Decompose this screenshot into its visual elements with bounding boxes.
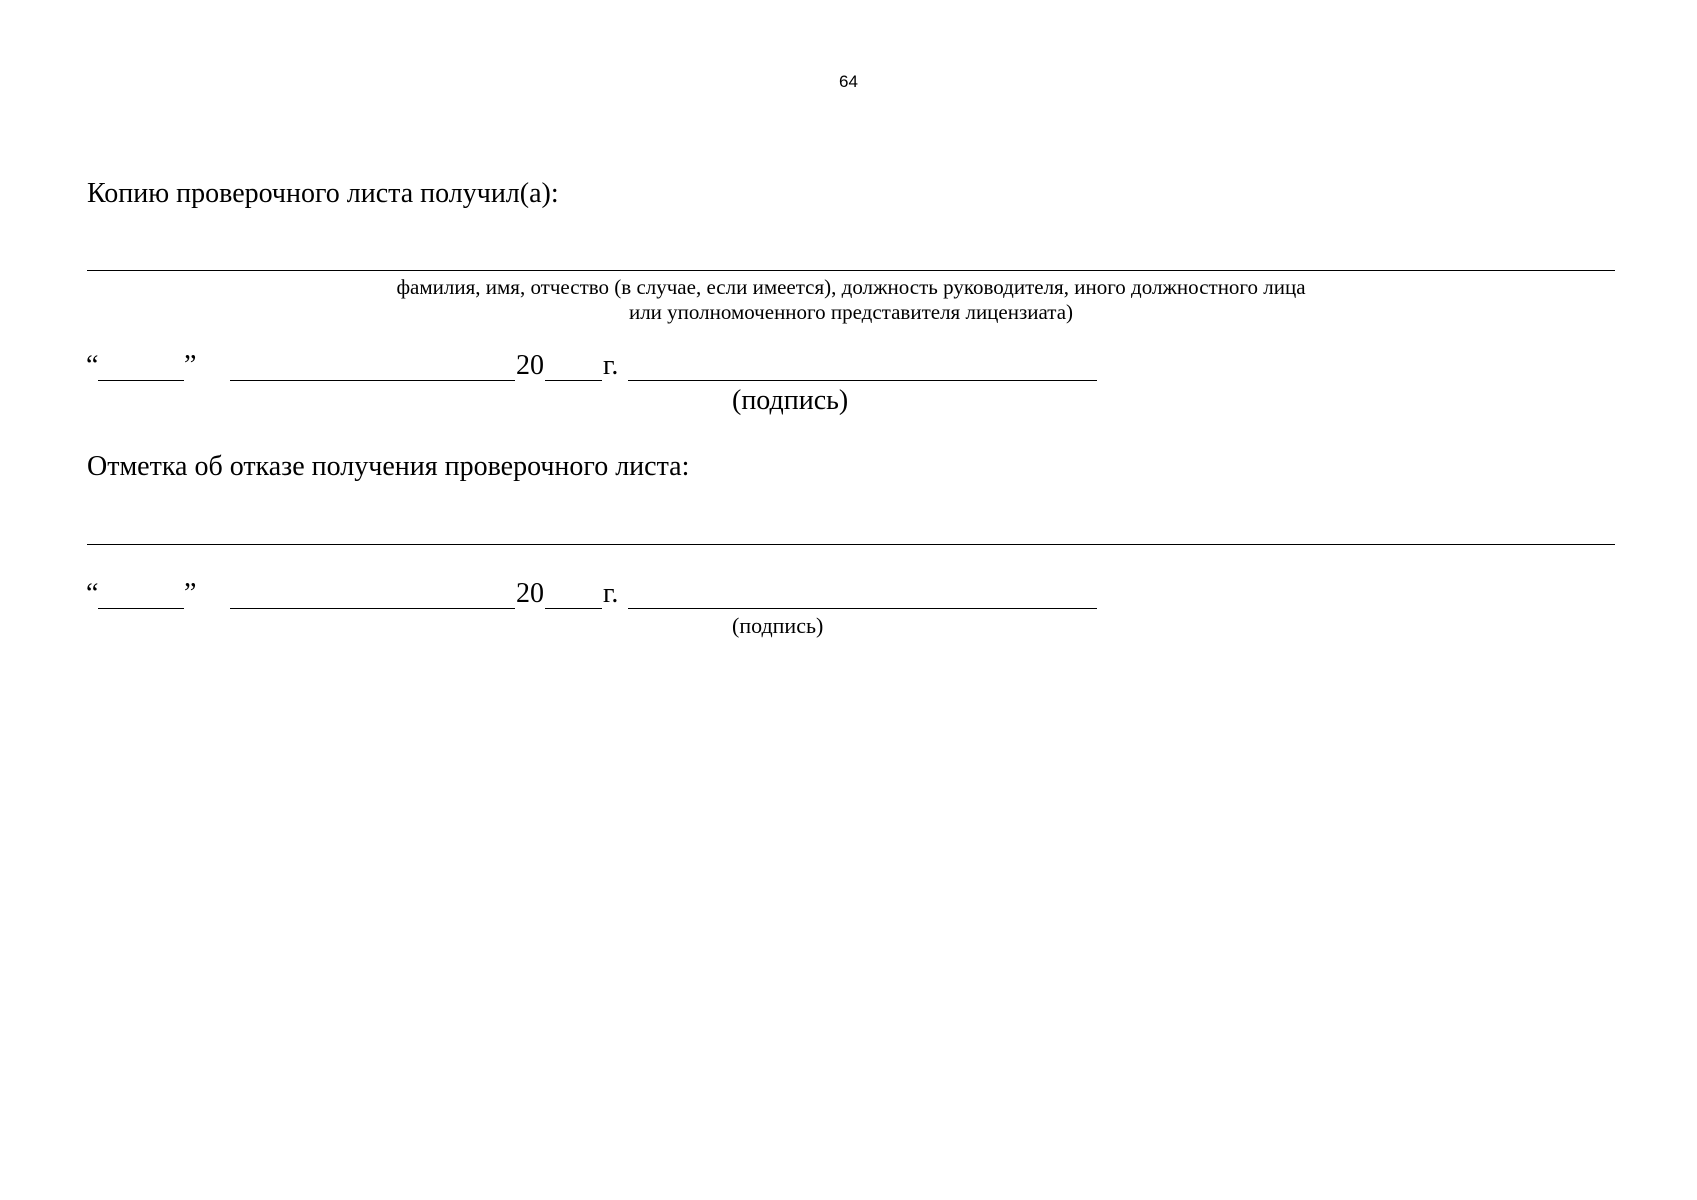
month-blank[interactable] bbox=[230, 608, 515, 609]
day-blank[interactable] bbox=[98, 608, 184, 609]
close-quote: ” bbox=[184, 350, 197, 381]
day-blank[interactable] bbox=[98, 380, 184, 381]
recipient-caption-line1: фамилия, имя, отчество (в случае, если имеется), должность руководителя, иного должностного лица bbox=[396, 275, 1306, 299]
close-quote: ” bbox=[184, 578, 197, 609]
received-heading: Копию проверочного листа получил(а): bbox=[87, 178, 559, 209]
year-suffix: г. bbox=[603, 578, 619, 609]
open-quote: “ bbox=[86, 578, 99, 609]
refusal-heading: Отметка об отказе получения проверочного листа: bbox=[87, 451, 690, 482]
refusal-line[interactable] bbox=[87, 544, 1615, 545]
month-blank[interactable] bbox=[230, 380, 515, 381]
recipient-name-line[interactable] bbox=[87, 270, 1615, 271]
year-prefix: 20 bbox=[516, 350, 544, 381]
year-prefix: 20 bbox=[516, 578, 544, 609]
page-number: 64 bbox=[839, 72, 858, 91]
signature-blank[interactable] bbox=[628, 380, 1097, 381]
refusal-signature-label: (подпись) bbox=[732, 613, 824, 638]
year-suffix: г. bbox=[603, 350, 619, 381]
open-quote: “ bbox=[86, 350, 99, 381]
recipient-caption-line2: или уполномоченного представителя лицензиата) bbox=[628, 300, 1074, 324]
signature-blank[interactable] bbox=[628, 608, 1097, 609]
received-signature-label: (подпись) bbox=[732, 385, 849, 416]
year-blank[interactable] bbox=[545, 608, 602, 609]
year-blank[interactable] bbox=[545, 380, 602, 381]
refusal-date-signature-row bbox=[0, 575, 1697, 615]
received-date-signature-row bbox=[0, 347, 1697, 387]
